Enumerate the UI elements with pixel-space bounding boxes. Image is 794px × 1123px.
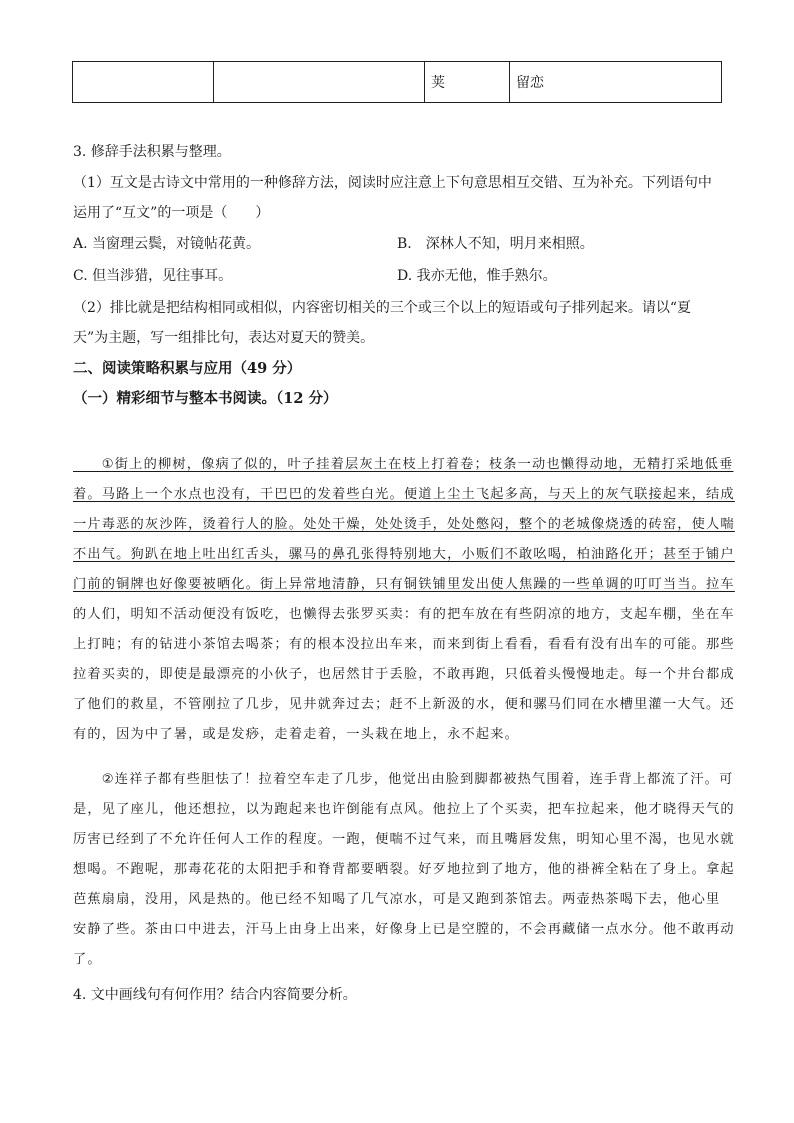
passage-line: ②连祥子都有些胆怯了！拉着空车走了几步，他觉出由脸到脚都被热气围着，连手背上都流了汗。可 <box>73 772 734 787</box>
passage-line: 了他们的救星，不管刚拉了几步，见井就奔过去；赶不上新汲的水，便和骡马们同在水槽里灌一大气。还 <box>73 697 735 712</box>
q3-part1-text: 运用了“互文”的一项是（ ） <box>73 205 270 221</box>
passage-line <box>73 575 735 595</box>
q4-question: 4. 文中画线句有何作用？结合内容简要分析。 <box>73 987 357 1003</box>
table-cell <box>214 62 425 103</box>
passage-line-underlined: 着。马路上一个水点也没有，干巴巴的发着些白光。便道上尘土飞起多高，与天上的灰气联接起来，结成 <box>73 487 735 502</box>
passage-line: 了。 <box>73 952 102 967</box>
option-d: D. 我亦无他，惟手熟尔。 <box>397 268 557 284</box>
q3-part2-text: 天”为主题，写一组排比句，表达对夏天的赞美。 <box>73 330 375 346</box>
passage-line: 的人们，明知不活动便没有饭吃，也懒得去张罗买卖：有的把车放在有些阴凉的地方，支起车棚，坐在车 <box>73 607 735 622</box>
option-b: B. 深林人不知，明月来相照。 <box>397 236 594 252</box>
passage-line-underlined: 不出气。狗趴在地上吐出红舌头，骡马的鼻孔张得特别地大，小贩们不敢吆喝，柏油路化开；甚至于铺户 <box>73 547 735 562</box>
option-c: C. 但当涉猎，见往事耳。 <box>73 268 233 284</box>
passage-line-underlined: ①街上的柳树，像病了似的，叶子挂着层灰土在枝上打着卷；枝条一动也懒得动地，无精打采地低垂 <box>73 457 734 472</box>
option-a: A. 当窗理云鬓，对镜帖花黄。 <box>73 236 261 252</box>
passage-line: 拉着买卖的，即使是最漂亮的小伙子，也居然甘于丢脸，不敢再跑，只低着头慢慢地走。每一个井台都成 <box>73 667 735 682</box>
passage-line: 安静了些。茶由口中进去，汗马上由身上出来，好像身上已是空膛的，不会再藏储一点水分。他不敢再动 <box>73 922 735 937</box>
q3-part2-text: （2）排比就是把结构相同或相似，内容密切相关的三个或三个以上的短语或句子排列起来。请以“夏 <box>73 300 692 316</box>
passage-line: 是，见了座儿，他还想拉，以为跑起来也许倒能有点风。他拉上了个买卖，把车拉起来，他才晓得天气的 <box>73 802 735 817</box>
subsection-heading: （一）精彩细节与整本书阅读。（12 分） <box>73 390 338 407</box>
passage-line: 想喝。不跑呢，那毒花花的太阳把手和脊背都要晒裂。好歹地拉到了地方，他的褂裤全粘在了身上。拿起 <box>73 862 735 877</box>
q3-part1-text: （1）互文是古诗文中常用的一种修辞方法，阅读时应注意上下句意思相互交错、互为补充。下列语句中 <box>73 175 712 191</box>
q3-title: 3. 修辞手法积累与整理。 <box>73 144 231 160</box>
table-cell <box>73 62 214 103</box>
passage-line: 有的，因为中了暑，或是发痧，走着走着，一头栽在地上，永不起来。 <box>73 727 520 742</box>
section-heading: 二、阅读策略积累与应用（49 分） <box>73 360 302 377</box>
passage-line-underlined: 一片毒恶的灰沙阵，烫着行人的脸。处处干燥，处处烫手，处处憋闷，整个的老城像烧透的砖窑，使人喘 <box>73 517 735 532</box>
underlined-text: 门前的铜牌也好像要被晒化。街上异常地清静，只有铜铁铺里发出使人焦躁的一些单调的叮叮当当。拉车 <box>73 577 735 592</box>
passage-line: 上打盹；有的钻进小茶馆去喝茶；有的根本没拉出车来，而来到街上看看，看看有没有出车的可能。那些 <box>73 637 735 652</box>
passage-line: 厉害已经到了不允许任何人工作的程度。一跑，便喘不过气来，而且嘴唇发焦，明知心里不渴，也见水就 <box>73 832 735 847</box>
passage-line: 芭蕉扇扇，没用，风是热的。他已经不知喝了几气凉水，可是又跑到茶馆去。两壶热茶喝下去，他心里 <box>73 892 721 907</box>
table-cell: 荚 <box>425 62 510 103</box>
table-cell: 留恋 <box>510 62 722 103</box>
vocab-table <box>72 61 722 103</box>
